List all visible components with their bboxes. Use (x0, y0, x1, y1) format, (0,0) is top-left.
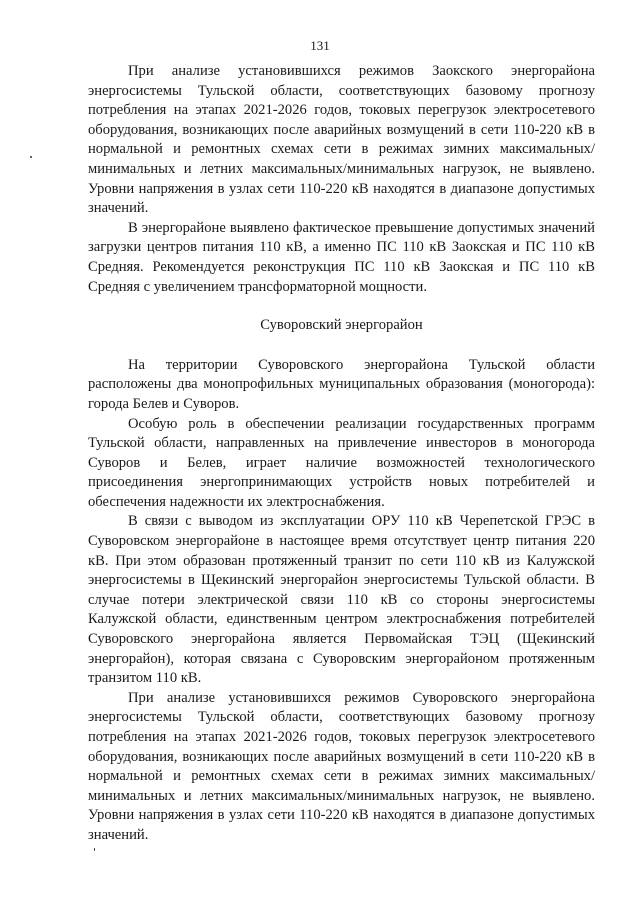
page-number: 131 (310, 38, 330, 53)
paragraph-suvorov-transit: В связи с выводом из эксплуатации ОРУ 110 кВ Черепетской ГРЭС в Суворовском энергорайоне в настоящее время отсутствует центр питания 220 кВ. При этом образован протяженный транзит по сети 110 кВ из Калужской энергосистемы в Щекинский энергорайон энергосистемы Тульской области. В случае потери электрической связи 110 кВ со стороны энергосистемы Калужской области, единственным центром электроснабжения потребителей Суворовского энергорайона является Первомайская ТЭЦ (Щекинский энергорайон), которая связана с Суворовским энергорайоном протяженным транзитом 110 кВ. (88, 513, 595, 687)
paragraph-suvorov-analysis: При анализе установившихся режимов Суворовского энергорайона энергосистемы Тульской области, соответствующих базовому прогнозу потребления на этапах 2021-2026 годов, токовых перегрузок электросетевого оборудования, возникающих после аварийных возмущений в сети 110-220 кВ в нормальной и ремонтных схемах сети в режимах зимних максимальных/минимальных и летних максимальных/минимальных нагрузок, не выявлено. Уровни напряжения в узлах сети 110-220 кВ находятся в диапазоне допустимых значений. (88, 689, 595, 843)
scan-speck (30, 156, 32, 158)
paragraph-zaoksk-analysis: При анализе установившихся режимов Заокского энергорайона энергосистемы Тульской области, соответствующих базовому прогнозу потребления на этапах 2021-2026 годов, токовых перегрузок электросетевого оборудования, возникающих после аварийных возмущений в сети 110-220 кВ в нормальной и ремонтных схемах сети в режимах зимних максимальных/минимальных и летних максимальных/минимальных нагрузок, не выявлено. Уровни напряжения в узлах сети 110-220 кВ находятся в диапазоне допустимых значений. (88, 63, 595, 217)
paragraph-suvorov-territory: На территории Суворовского энергорайона Тульской области расположены два монопрофильных муниципальных образования (моногорода): города Белев и Суворов. (88, 356, 595, 412)
scan-speck (94, 848, 95, 851)
paragraph-suvorov-programs: Особую роль в обеспечении реализации государственных программ Тульской области, направленных на привлечение инвесторов в моногорода Суворов и Белев, играет наличие возможностей технологического присоединения энергопринимающих устройств новых потребителей и обеспечения надежности их электроснабжения. (88, 415, 595, 510)
document-body (88, 62, 595, 846)
paragraph-zaoksk-overload: В энергорайоне выявлено фактическое превышение допустимых значений загрузки центров питания 110 кВ, а именно ПС 110 кВ Заокская и ПС 110 кВ Средняя. Рекомендуется реконструкция ПС 110 кВ Заокская и ПС 110 кВ Средняя с увеличением трансформаторной мощности. (88, 219, 595, 295)
section-heading: Суворовский энергорайон (260, 317, 423, 334)
